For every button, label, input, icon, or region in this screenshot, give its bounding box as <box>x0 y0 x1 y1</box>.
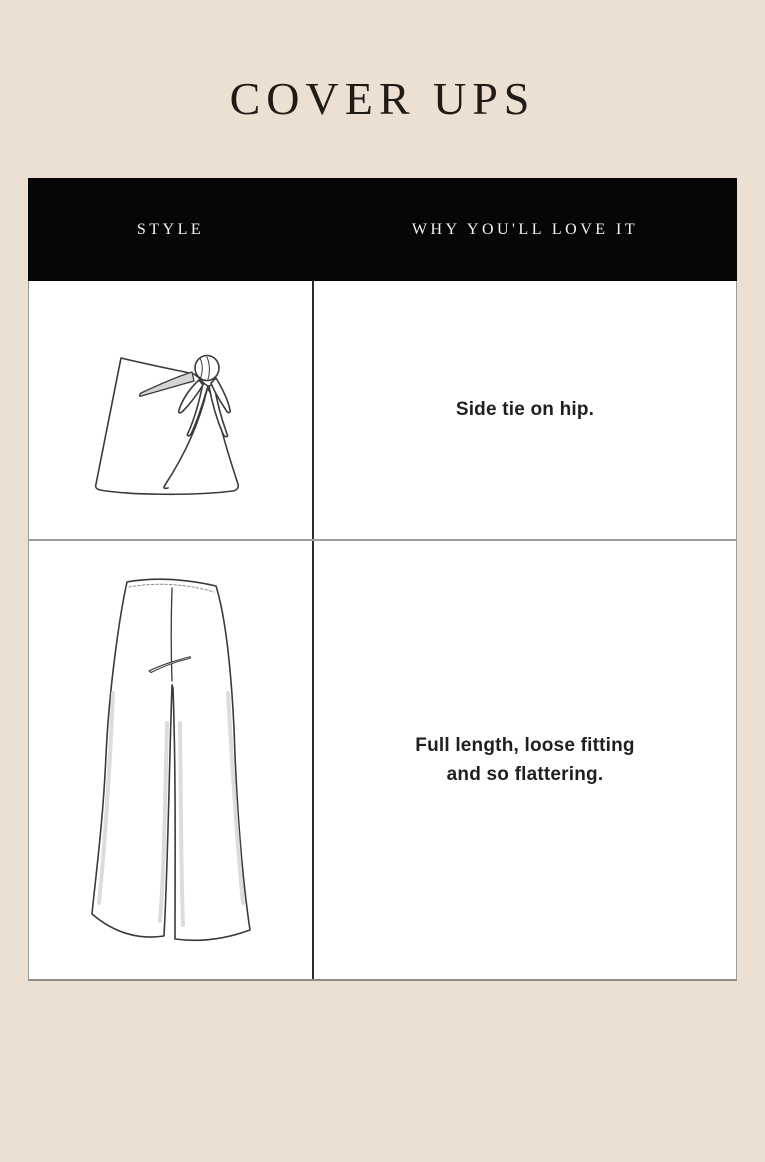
table-row-pants <box>29 541 736 979</box>
description-cell-sarong <box>314 281 736 539</box>
column-header-why-love: WHY YOU'LL LOVE IT <box>411 220 639 238</box>
style-cell-sarong <box>29 281 314 539</box>
page-title: COVER UPS <box>229 73 536 124</box>
table-row-sarong <box>29 281 736 541</box>
style-cell-pants <box>29 541 314 979</box>
wide-leg-pants-illustration <box>85 573 257 948</box>
cover-ups-table <box>28 178 737 981</box>
description-cell-pants <box>314 541 736 979</box>
table-header-row <box>28 178 737 281</box>
description-text: Side tie on hip. <box>455 399 595 421</box>
column-header-style: STYLE <box>136 220 205 238</box>
description-text: Full length, loose fitting and so flattering. <box>415 734 635 785</box>
sarong-wrap-skirt-illustration <box>86 348 256 498</box>
table-body <box>28 281 737 981</box>
